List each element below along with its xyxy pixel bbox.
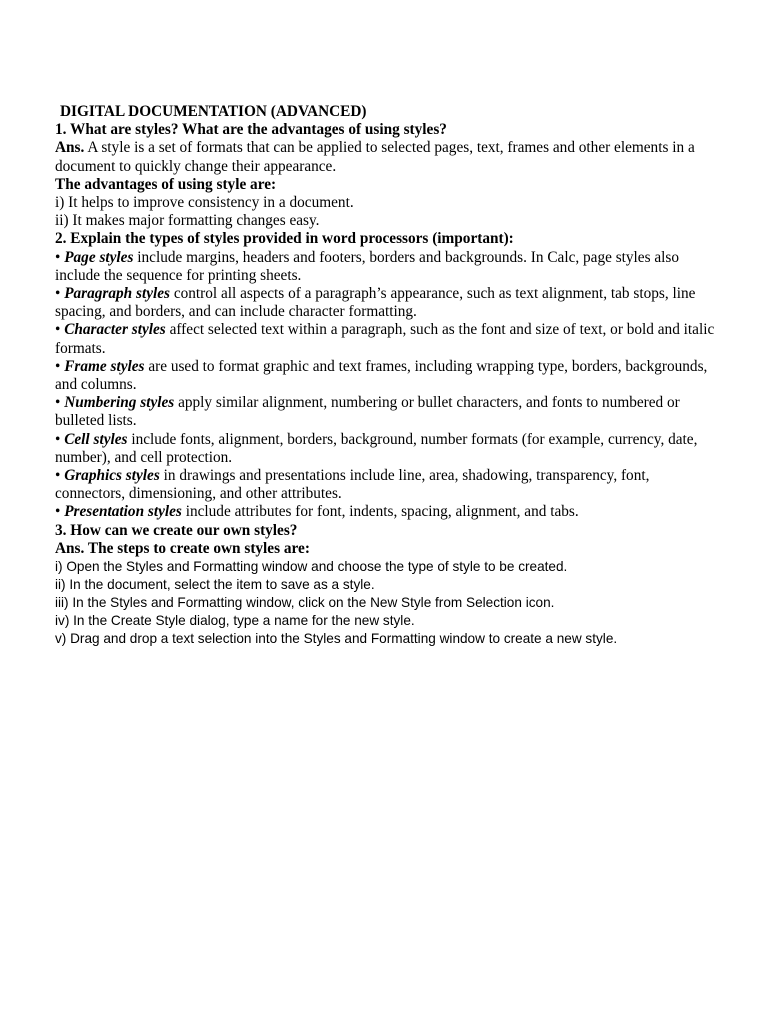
question-3: 3. How can we create our own styles? (55, 521, 298, 539)
style-item-paragraph (55, 285, 715, 321)
answer-1-text: A style is a set of formats that can be applied to selected pages, text, frames and other elements in a document to quickly change their appearance. (55, 139, 695, 175)
style-name: Frame styles (64, 357, 145, 375)
style-name: Page styles (64, 248, 134, 266)
style-description: include fonts, alignment, borders, background, number formats (for example, currency, date, number), and cell protection. (55, 430, 698, 466)
bullet: • (55, 357, 65, 375)
style-name: Character styles (64, 321, 166, 339)
advantage-item: ii) It makes major formatting changes easy. (55, 212, 320, 230)
style-name: Graphics styles (64, 467, 160, 485)
style-item-page (55, 249, 715, 285)
document-page (55, 103, 715, 648)
advantages-heading: The advantages of using style are: (55, 175, 277, 193)
style-item-character (55, 321, 715, 357)
style-description: control all aspects of a paragraph’s appearance, such as text alignment, tab stops, line spacing, and borders, and can include character formatting. (55, 285, 696, 321)
advantage-item: i) It helps to improve consistency in a document. (55, 194, 354, 212)
style-item-frame (55, 358, 715, 394)
bullet: • (55, 248, 65, 266)
step-item: iv) In the Create Style dialog, type a name for the new style. (55, 613, 415, 629)
style-name: Presentation styles (64, 503, 182, 521)
style-name: Paragraph styles (64, 285, 170, 303)
style-description: in drawings and presentations include line, area, shadowing, transparency, font, connectors, dimensioning, and other attributes. (55, 467, 650, 503)
answer-3-heading: Ans. The steps to create own styles are: (55, 539, 310, 557)
answer-1 (55, 139, 715, 175)
style-description: apply similar alignment, numbering or bullet characters, and fonts to numbered or bulleted lists. (55, 394, 680, 430)
bullet: • (55, 467, 65, 485)
style-name: Cell styles (64, 430, 128, 448)
style-description: affect selected text within a paragraph, such as the font and size of text, or bold and italic formats. (55, 321, 715, 357)
style-item-cell (55, 431, 715, 467)
step-item: v) Drag and drop a text selection into the Styles and Formatting window to create a new style. (55, 631, 618, 647)
document-title: DIGITAL DOCUMENTATION (ADVANCED) (60, 103, 367, 120)
style-item-presentation (55, 503, 715, 521)
style-name: Numbering styles (64, 394, 175, 412)
bullet: • (55, 285, 65, 303)
bullet: • (55, 430, 65, 448)
answer-label: Ans. (55, 139, 85, 157)
style-description: are used to format graphic and text frames, including wrapping type, borders, backgrounds, and columns. (55, 357, 708, 394)
step-item: i) Open the Styles and Formatting window and choose the type of style to be created. (55, 559, 568, 575)
bullet: • (55, 321, 65, 339)
style-description: include attributes for font, indents, spacing, alignment, and tabs. (181, 503, 579, 521)
question-2: 2. Explain the types of styles provided in word processors (important): (55, 230, 514, 248)
step-item: ii) In the document, select the item to save as a style. (55, 577, 375, 593)
steps-list (55, 558, 715, 648)
style-item-graphics (55, 467, 715, 503)
bullet: • (55, 503, 65, 521)
style-item-numbering (55, 394, 715, 430)
step-item: iii) In the Styles and Formatting window, click on the New Style from Selection icon. (55, 595, 555, 611)
bullet: • (55, 394, 65, 412)
question-1: 1. What are styles? What are the advantages of using styles? (55, 121, 447, 139)
style-description: include margins, headers and footers, borders and backgrounds. In Calc, page styles also include the sequence for printing sheets. (55, 248, 680, 284)
